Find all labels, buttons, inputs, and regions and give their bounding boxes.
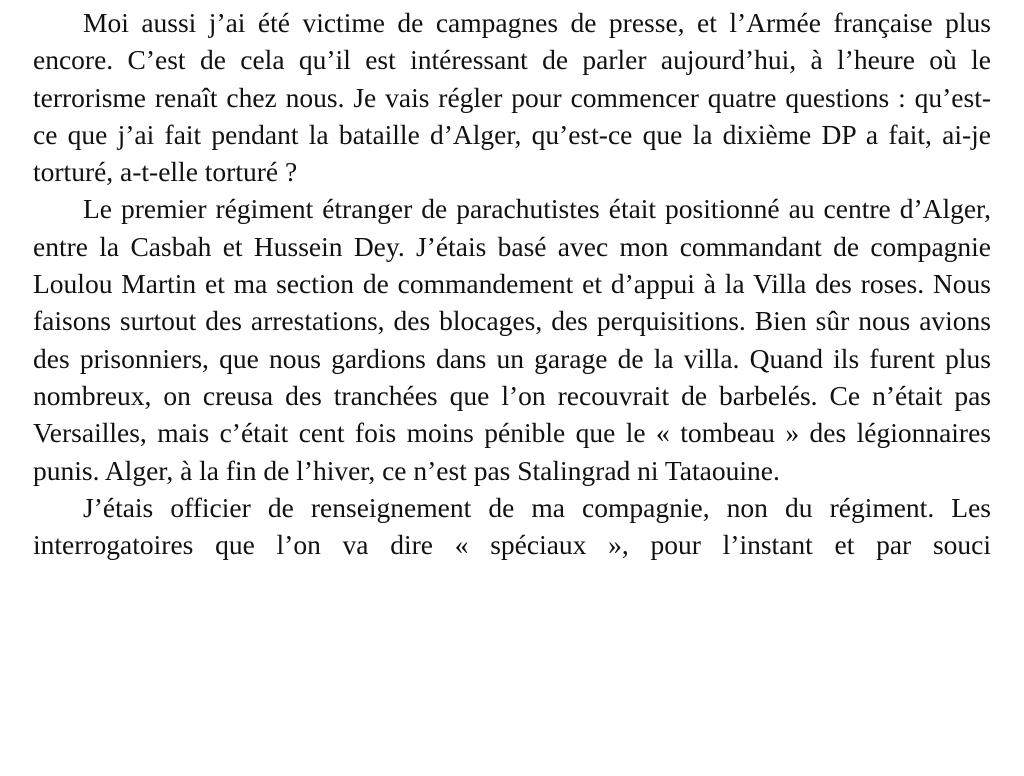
paragraph-1: Moi aussi j’ai été victime de campagnes de presse, et l’Armée française plus encore. C’est de cela qu’il est intéressant de parler aujourd’hui, à l’heure où le terrorisme renaît chez nous. Je vais régler pour commencer quatre questions : qu’est-ce que j’ai fait pendant la bataille d’Alger, qu’est-ce que la dixième DP a fait, ai-je torturé, a-t-elle torturé ? bbox=[33, 7, 991, 188]
paragraph-2: Le premier régiment étranger de parachutistes était positionné au centre d’Alger, entre la Casbah et Hussein Dey. J’étais basé avec mon commandant de compagnie Loulou Martin et ma section de commandement et d’appui à la Villa des roses. Nous faisons surtout des arrestations, des blocages, des perquisitions. Bien sûr nous avions des prisonniers, que nous gardions dans un garage de la villa. Quand ils furent plus nombreux, on creusa des tranchées que l’on recouvrait de barbelés. Ce n’était pas Versailles, mais c’était cent fois moins pénible que le « tombeau » des légionnaires punis. Alger, à la fin de l’hiver, ce n’est pas Stalingrad ni Tataouine. bbox=[33, 193, 991, 486]
paragraph-3: J’étais officier de renseignement de ma compagnie, non du régiment. Les interrogatoires que l’on va dire « spéciaux », pour l’instant et par souci bbox=[33, 491, 991, 561]
document-page bbox=[33, 4, 991, 563]
